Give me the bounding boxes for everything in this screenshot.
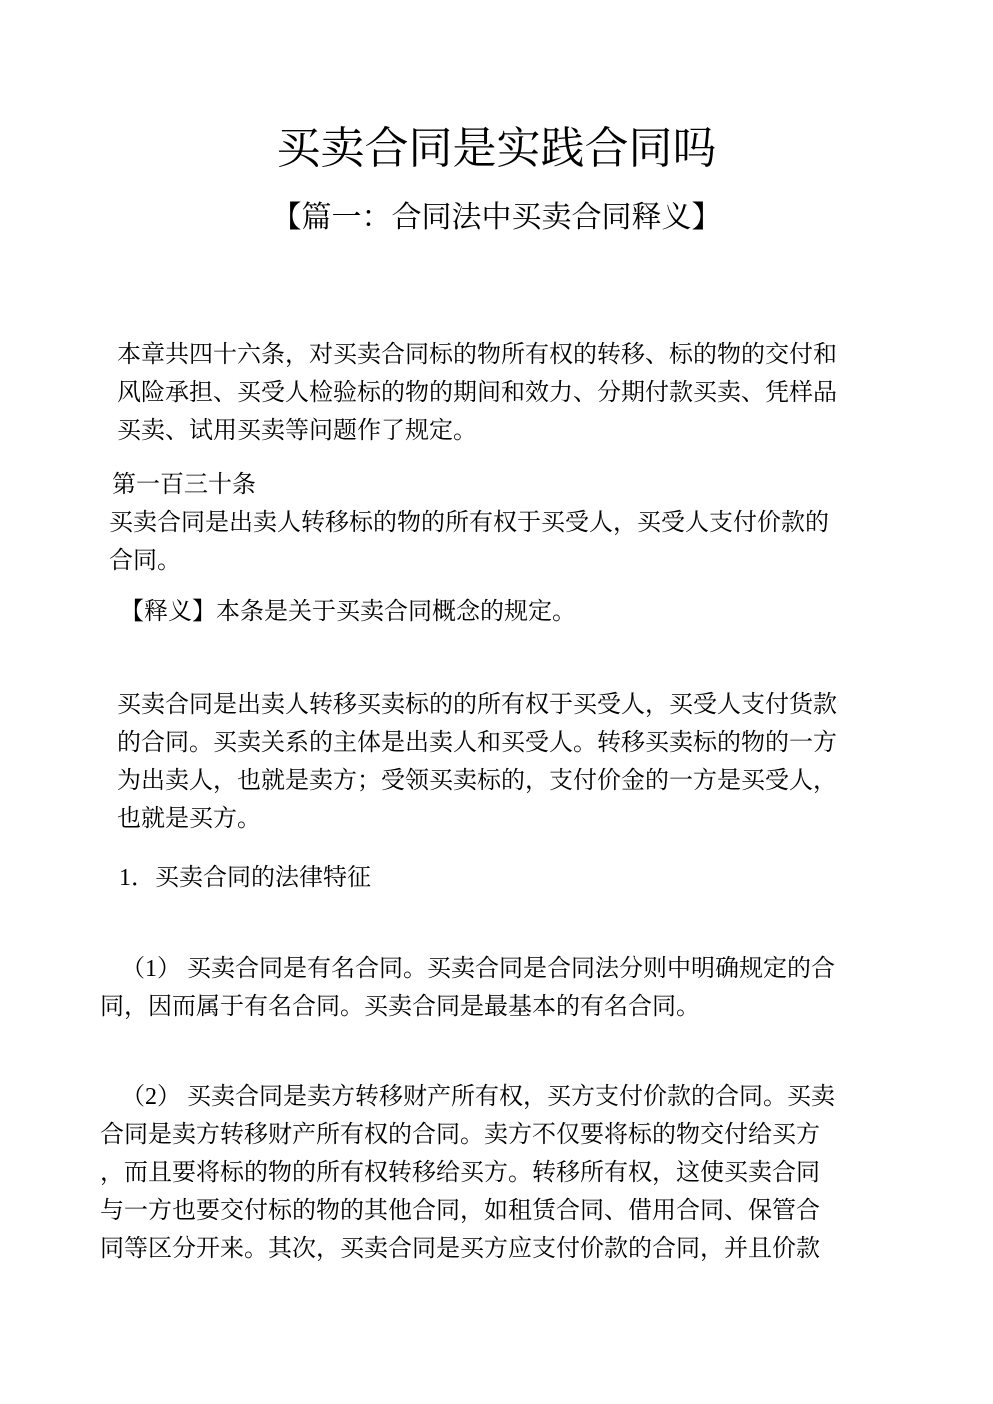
text-line: 风险承担、买受人检验标的物的期间和效力、分期付款买卖、凭样品	[117, 380, 837, 406]
text-line: 合同。	[109, 548, 181, 574]
text-line: 的合同。买卖关系的主体是出卖人和买受人。转移买卖标的物的一方	[117, 730, 837, 756]
paragraph-annotation	[100, 593, 933, 631]
text-line: 同等区分开来。其次，买卖合同是买方应支付价款的合同，并且价款	[100, 1236, 820, 1262]
text-line: 本章共四十六条，对买卖合同标的物所有权的转移、标的物的交付和	[117, 342, 837, 368]
paragraph-feature-2	[100, 1078, 933, 1268]
features-heading	[100, 859, 933, 897]
text-line: ，而且要将标的物的所有权转移给买方。转移所有权，这使买卖合同	[100, 1160, 820, 1186]
text-line: 买卖合同是出卖人转移买卖标的的所有权于买受人，买受人支付货款	[117, 692, 837, 718]
text-line: 合同是卖方转移财产所有权的合同。卖方不仅要将标的物交付给买方	[100, 1122, 820, 1148]
text-line: 【释义】本条是关于买卖合同概念的规定。	[120, 599, 576, 625]
text-line: （2） 买卖合同是卖方转移财产所有权，买方支付价款的合同。买卖	[121, 1084, 835, 1110]
text-line: 也就是买方。	[117, 806, 261, 832]
text-line: 同，因而属于有名合同。买卖合同是最基本的有名合同。	[100, 994, 700, 1020]
document-title: 买卖合同是实践合同吗	[276, 124, 717, 173]
text-line: 为出卖人，也就是卖方；受领买卖标的，支付价金的一方是买受人，	[117, 768, 837, 794]
text-line: （1） 买卖合同是有名合同。买卖合同是合同法分则中明确规定的合	[121, 956, 835, 982]
section-heading: 【篇一：合同法中买卖合同释义】	[271, 201, 722, 234]
text-line: 买卖、试用买卖等问题作了规定。	[117, 418, 477, 444]
paragraph-definition	[100, 686, 933, 838]
paragraph-intro	[100, 336, 933, 450]
text-line: 与一方也要交付标的物的其他合同，如租赁合同、借用合同、保管合	[100, 1198, 820, 1224]
text-line: 买卖合同是出卖人转移标的物的所有权于买受人，买受人支付价款的	[109, 510, 829, 536]
text-line: 1．买卖合同的法律特征	[119, 865, 371, 891]
paragraph-article-130	[100, 466, 933, 580]
paragraph-feature-1	[100, 950, 933, 1026]
article-number: 第一百三十条	[112, 472, 256, 498]
